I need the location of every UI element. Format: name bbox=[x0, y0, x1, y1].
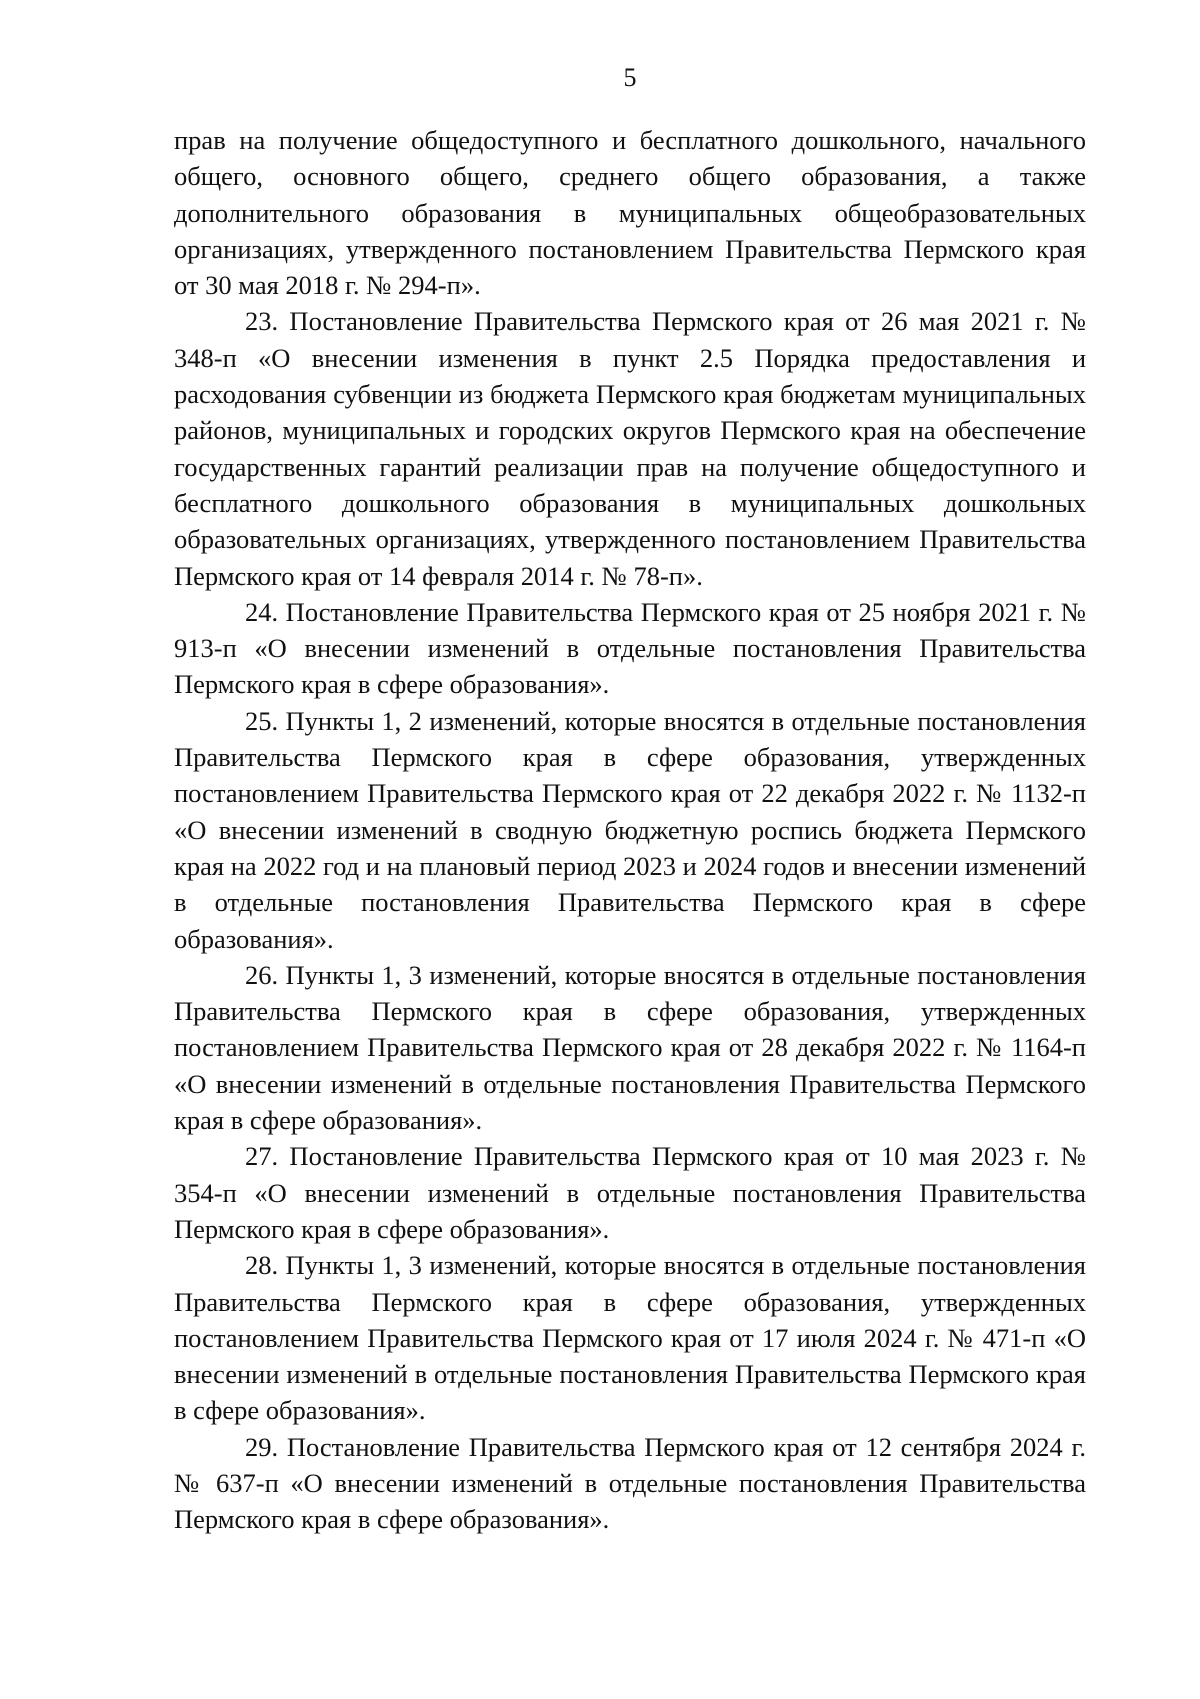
paragraph-item-23: 23. Постановление Правительства Пермского края от 26 мая 2021 г. № 348-п «О внесении изменения в пункт 2.5 Порядка предоставления и расходования субвенции из бюджета Пермского края бюджетам муниципальных районов, муниципальных и городских округов Пермского края на обеспечение государственных гарантий реализации прав на получение общедоступного и бесплатного дошкольного образования в муниципальных дошкольных образовательных организациях, утвержденного постановлением Правительства Пермского края от 14 февраля 2014 г. № 78-п». bbox=[174, 306, 1086, 591]
paragraph-item-27: 27. Постановление Правительства Пермского края от 10 мая 2023 г. № 354-п «О внесении изменений в отдельные постановления Правительства Пермского края в сфере образования». bbox=[174, 1141, 1086, 1244]
page-number: 5 bbox=[623, 63, 637, 92]
paragraph-item-25: 25. Пункты 1, 2 изменений, которые вносятся в отдельные постановления Правительства Пермского края в сфере образования, утвержденных постановлением Правительства Пермского края от 22 декабря 2022 г. № 1132-п «О внесении изменений в сводную бюджетную роспись бюджета Пермского края на 2022 год и на плановый период 2023 и 2024 годов и внесении изменений в отдельные постановления Правительства Пермского края в сфере образования». bbox=[174, 705, 1086, 954]
paragraph-item-28: 28. Пункты 1, 3 изменений, которые вносятся в отдельные постановления Правительства Пермского края в сфере образования, утвержденных постановлением Правительства Пермского края от 17 июля 2024 г. № 471-п «О внесении изменений в отдельные постановления Правительства Пермского края в сфере образования». bbox=[174, 1250, 1086, 1426]
document-body bbox=[174, 122, 1086, 1538]
paragraph-item-29: 29. Постановление Правительства Пермского края от 12 сентября 2024 г. № 637-п «О внесении изменений в отдельные постановления Правительства Пермского края в сфере образования». bbox=[174, 1431, 1086, 1535]
paragraph-continuation: прав на получение общедоступного и бесплатного дошкольного, начального общего, основного общего, среднего общего образования, а также дополнительного образования в муниципальных общеобразовательных организациях, утвержденного постановлением Правительства Пермского края от 30 мая 2018 г. № 294-п». bbox=[174, 125, 1086, 301]
paragraph-item-24: 24. Постановление Правительства Пермского края от 25 ноября 2021 г. № 913-п «О внесении изменений в отдельные постановления Правительства Пермского края в сфере образования». bbox=[174, 596, 1086, 700]
paragraph-item-26: 26. Пункты 1, 3 изменений, которые вносятся в отдельные постановления Правительства Пермского края в сфере образования, утвержденных постановлением Правительства Пермского края от 28 декабря 2022 г. № 1164-п «О внесении изменений в отдельные постановления Правительства Пермского края в сфере образования». bbox=[174, 959, 1086, 1136]
